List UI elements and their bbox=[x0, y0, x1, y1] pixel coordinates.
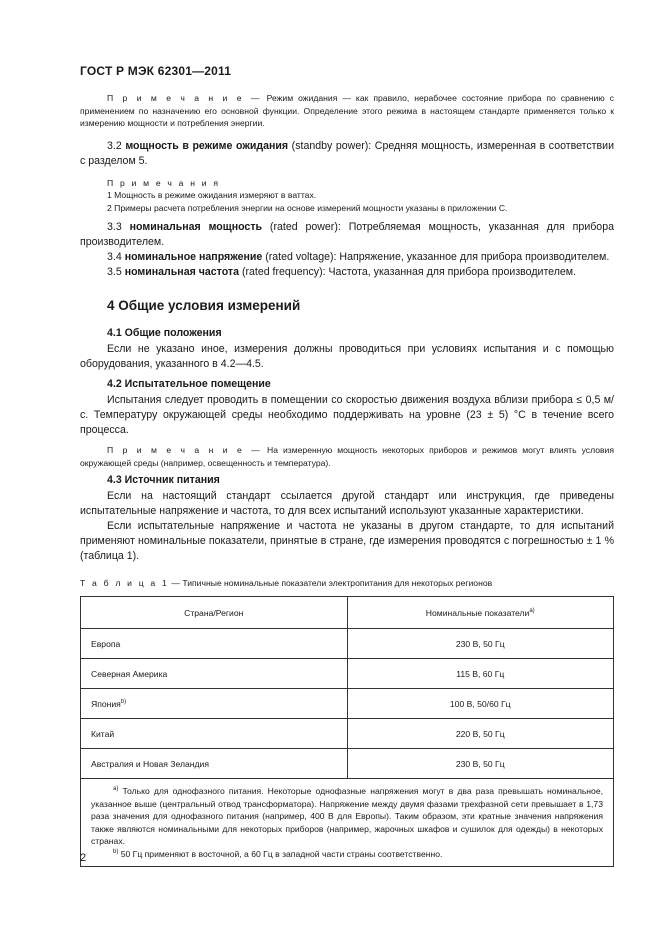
value-cell: 230 В, 50 Гц bbox=[347, 629, 614, 659]
value-cell: 115 В, 60 Гц bbox=[347, 659, 614, 689]
table-header-row bbox=[81, 597, 614, 629]
notes-label: П р и м е ч а н и я bbox=[107, 177, 221, 188]
value-cell: 100 В, 50/60 Гц bbox=[347, 689, 614, 719]
table-row bbox=[81, 749, 614, 779]
section-4-3-paragraph-1: Если на настоящий стандарт ссылается другой стандарт или инструкция, где приведены испытательные напряжение и частота, то для всех испытаний используют указанные характеристики. bbox=[80, 490, 614, 517]
footnote-text: Только для однофазного питания. Некоторые однофазные напряжения могут в два раза превышать номинальное, указанное выше (центральный отвод трансформатора). Напряжение между двумя фазами трехфазной сети превышает в 1,73 раза значения для однофазного питания (например, 400 В для Европы). Таким образом, эти кратные значения напряжения также являются номинальными для некоторых приборов (например, жарочных шкафов и сушилок для одежды) в некоторых странах. bbox=[91, 786, 604, 846]
notes-3-2 bbox=[80, 177, 614, 215]
table-row bbox=[81, 659, 614, 689]
footnote-mark: b) bbox=[113, 848, 119, 855]
footnote-text: 50 Гц применяют в восточной, а 60 Гц в западной части страны соответственно. bbox=[120, 848, 443, 859]
col-header-values bbox=[347, 597, 614, 629]
term: номинальное напряжение bbox=[124, 251, 263, 263]
section-4-3-paragraph-2: Если испытательные напряжение и частота не указаны в другом стандарте, то для испытаний применяют номинальные показатели, принятые в стране, где измерения проводятся с погрешностью ± 1 % (таблица 1). bbox=[80, 520, 614, 562]
value-cell: 220 В, 50 Гц bbox=[347, 719, 614, 749]
region-name: Европа bbox=[91, 638, 121, 649]
region-name: Австралия и Новая Зеландия bbox=[91, 758, 210, 769]
intro-note bbox=[80, 92, 614, 130]
footnote-mark: а) bbox=[113, 786, 119, 793]
definition-3-2 bbox=[80, 139, 614, 169]
value-cell: 230 В, 50 Гц bbox=[347, 749, 614, 779]
term: мощность в режиме ожидания bbox=[125, 139, 289, 152]
note-text: На измеренную мощность некоторых приборов и режимов могут влиять условия окружающей среды (например, освещенность и температура). bbox=[80, 445, 614, 468]
section-4-2-text: Испытания следует проводить в помещении со скоростью движения воздуха вблизи прибора ≤ 0,5 м/с. Температуру окружающей среды необходимо поддерживать на уровне (23 ± 5) °С в течение всего процесса. bbox=[80, 394, 614, 436]
definition-3-3 bbox=[80, 220, 614, 250]
col-header-region: Страна/Регион bbox=[81, 597, 348, 629]
footnote-b bbox=[91, 848, 603, 861]
table-row bbox=[81, 719, 614, 749]
table-1 bbox=[80, 596, 614, 867]
note-label: П р и м е ч а н и е — bbox=[107, 445, 262, 455]
section-4-heading: 4 Общие условия измерений bbox=[107, 298, 301, 313]
table-caption-text: — Типичные номинальные показатели электропитания для некоторых регионов bbox=[171, 578, 493, 588]
table-1-caption bbox=[80, 578, 614, 588]
definition-3-4 bbox=[80, 250, 614, 265]
definition-3-5 bbox=[80, 265, 614, 280]
region-cell bbox=[81, 719, 348, 749]
section-4-2-heading: 4.2 Испытательное помещение bbox=[107, 378, 271, 390]
section-4-2-note bbox=[80, 444, 614, 469]
section-4-1-text: Если не указано иное, измерения должны проводиться при условиях испытания и с помощью оборудования, указанного в 4.2—4.5. bbox=[80, 343, 614, 370]
note-item: 1 Мощность в режиме ожидания измеряют в ваттах. bbox=[107, 190, 317, 200]
definition-text: (standby power): Средняя мощность, измеренная в соответствии с разделом 5. bbox=[80, 139, 614, 167]
footnote-ref: а) bbox=[529, 607, 535, 614]
document-header: ГОСТ Р МЭК 62301—2011 bbox=[80, 64, 232, 78]
definition-text: (rated voltage): Напряжение, указанное для прибора производителем. bbox=[265, 251, 610, 263]
region-cell bbox=[81, 689, 348, 719]
region-name: Япония bbox=[91, 698, 121, 709]
section-4-3-heading: 4.3 Источник питания bbox=[107, 474, 220, 486]
note-text: Режим ожидания — как правило, нерабочее состояние прибора по сравнению с применением по назначению его основной функции. Определение этого режима в настоящем стандарте применяется только к измерению мощности и потребления энергии. bbox=[80, 93, 614, 128]
region-name: Северная Америка bbox=[91, 668, 168, 679]
table-row bbox=[81, 629, 614, 659]
clause-number: 3.5 bbox=[107, 266, 122, 278]
region-cell bbox=[81, 749, 348, 779]
page-number: 2 bbox=[80, 852, 87, 864]
section-4-1-heading: 4.1 Общие положения bbox=[107, 327, 222, 339]
region-name: Китай bbox=[91, 728, 115, 739]
region-cell bbox=[81, 659, 348, 689]
table-footnotes-row bbox=[81, 779, 614, 867]
table-row bbox=[81, 689, 614, 719]
clause-number: 3.3 bbox=[107, 221, 122, 233]
page-content bbox=[80, 92, 614, 867]
term: номинальная мощность bbox=[129, 221, 263, 233]
clause-number: 3.4 bbox=[107, 251, 122, 263]
note-label: П р и м е ч а н и е — bbox=[107, 93, 262, 103]
definition-text: (rated frequency): Частота, указанная для прибора производителем. bbox=[241, 266, 577, 278]
table-footnotes bbox=[81, 779, 614, 867]
col-header-values-text: Номинальные показатели bbox=[425, 607, 530, 618]
definition-text: (rated power): Потребляемая мощность, указанная для прибора производителем. bbox=[80, 221, 614, 248]
term: номинальная частота bbox=[124, 266, 239, 278]
table-label: Т а б л и ц а 1 bbox=[80, 578, 169, 588]
region-cell bbox=[81, 629, 348, 659]
note-item: 2 Примеры расчета потребления энергии на основе измерений мощности указаны в приложении С. bbox=[107, 202, 508, 213]
clause-number: 3.2 bbox=[107, 139, 122, 152]
footnote-a bbox=[91, 785, 603, 848]
footnote-ref: b) bbox=[120, 698, 127, 705]
